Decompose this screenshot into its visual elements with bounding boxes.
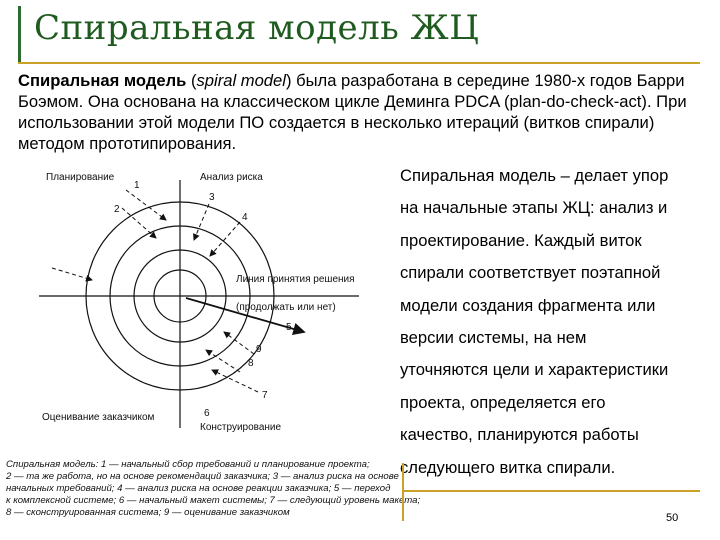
- side-line: следующего витка спирали.: [400, 457, 616, 477]
- planning-label: Планирование: [46, 172, 115, 183]
- arrow-2: [122, 208, 156, 238]
- footer-rule-horizontal: [402, 490, 700, 492]
- intro-open-paren: (: [186, 71, 197, 90]
- intro-bold-term: Спиральная модель: [18, 71, 187, 90]
- side-line: проекта, определяется его: [400, 392, 606, 412]
- side-line: уточняются цели и характеристики: [400, 360, 669, 380]
- spiral-diagram: [4, 160, 402, 460]
- footer-rule-vertical: [402, 463, 404, 521]
- spiral-diagram-svg: [4, 160, 402, 460]
- number-7: 7: [262, 390, 268, 401]
- decision-line-label-2: (продолжать или нет): [236, 302, 336, 313]
- risk-analysis-label: Анализ риска: [200, 172, 263, 183]
- side-line: спирали соответствует поэтапной: [400, 263, 661, 283]
- page-number: 50: [666, 512, 679, 524]
- side-line: качество, планируются работы: [400, 425, 639, 445]
- decision-line-label-1: Линия принятия решения: [236, 274, 355, 285]
- side-line: Спиральная модель – делает упор: [400, 166, 669, 185]
- caption-line: 2 — та же работа, но на основе рекомендаций заказчика; 3 — анализ риска на основе: [6, 471, 399, 482]
- arrow-3: [194, 204, 209, 240]
- number-6: 6: [204, 408, 210, 419]
- number-9: 9: [256, 344, 262, 355]
- number-8: 8: [248, 358, 254, 369]
- caption-line: Спиральная модель: 1 — начальный сбор требований и планирование проекта;: [6, 459, 370, 470]
- side-paragraph: [400, 160, 718, 484]
- slide-title: Спиральная модель ЖЦ: [34, 8, 480, 48]
- side-line: на начальные этапы ЖЦ: анализ и: [400, 198, 668, 218]
- arrow-8: [206, 350, 240, 372]
- number-1: 1: [134, 180, 140, 191]
- title-underline: [18, 62, 700, 64]
- number-2: 2: [114, 204, 120, 215]
- caption-line: к комплексной системе; 6 — начальный макет системы; 7 — следующий уровень макета;: [6, 495, 421, 506]
- number-4: 4: [242, 212, 248, 223]
- diagram-caption: [6, 459, 421, 519]
- intro-paragraph: [18, 70, 708, 154]
- side-line: проектирование. Каждый виток: [400, 230, 642, 250]
- arrow-4: [210, 222, 240, 256]
- arrow-left: [52, 268, 92, 280]
- side-line: версии системы, на нем: [400, 328, 587, 348]
- intro-italic-term: spiral model: [196, 71, 286, 90]
- intro-text: ) была разработана в середине 1980-х годов Барри Боэмом. Она основана на классическом цикле Деминга PDCA (plan-do-check-act). При использовании этой модели ПО создается в несколько итераций (витков спирали) методом прототипирования.: [18, 71, 687, 153]
- side-line: модели создания фрагмента или: [400, 295, 656, 315]
- number-5: 5: [286, 322, 292, 333]
- customer-evaluation-label: Оценивание заказчиком: [42, 412, 155, 423]
- arrow-9: [224, 332, 254, 354]
- caption-line: начальных требований; 4 — анализ риска на основе реакции заказчика; 5 — переход: [6, 483, 391, 494]
- engineering-label: Конструирование: [200, 422, 282, 433]
- caption-line: 8 — сконструированная система; 9 — оценивание заказчиком: [6, 507, 290, 518]
- number-3: 3: [209, 192, 215, 203]
